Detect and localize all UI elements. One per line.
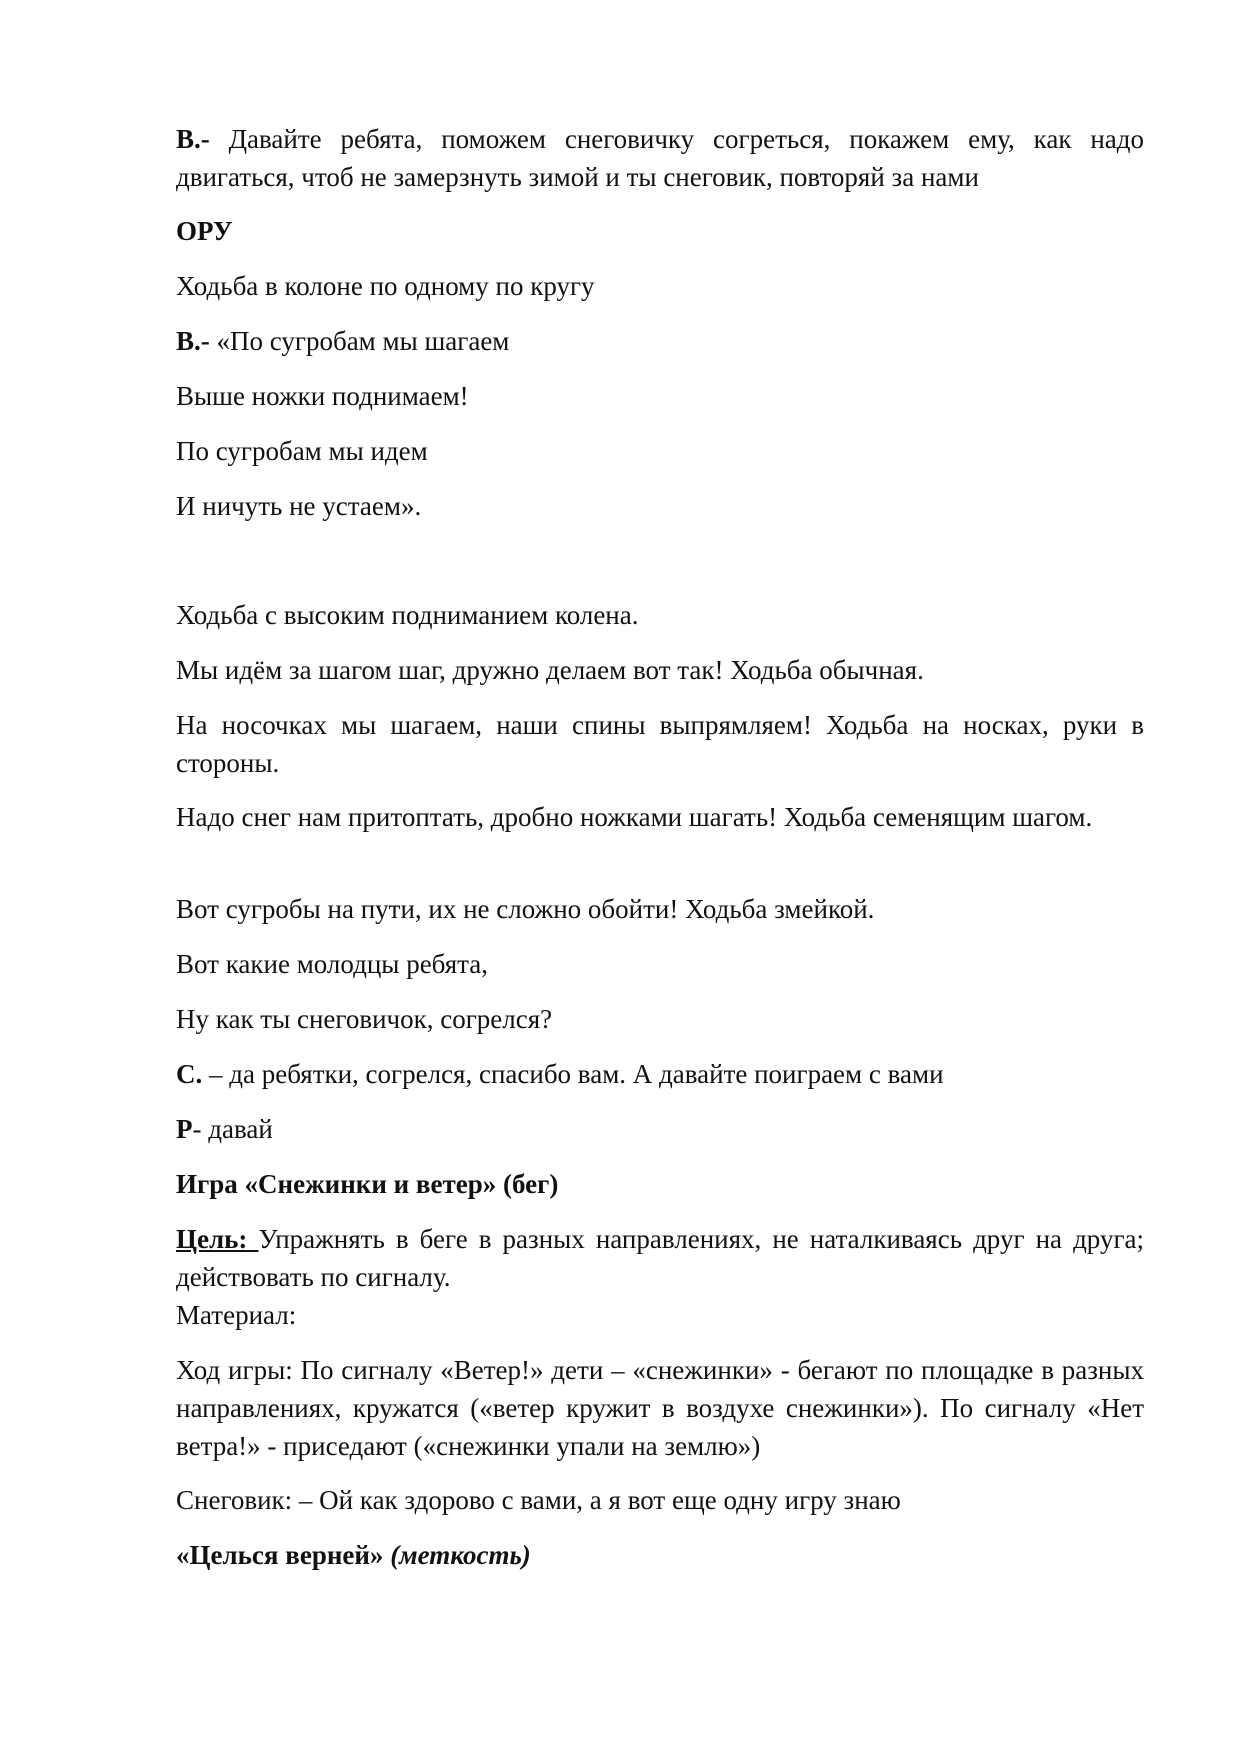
paragraph-goal: Цель: Упражнять в беге в разных направлениях, не наталкиваясь друг на друга; действовать по сигналу.	[176, 1224, 1145, 1292]
paragraph-game-rules: Ход игры: По сигналу «Ветер!» дети – «снежинки» - бегают по площадке в разных направлениях, кружатся («ветер кружит в воздухе снежинки»). По сигналу «Нет ветра!» - приседают («снежинки упали на землю»)	[176, 1355, 1144, 1461]
speaker-label: В.-	[176, 326, 210, 356]
goal-label: Цель:	[176, 1224, 259, 1254]
paragraph-intro: В.- Давайте ребята, поможем снеговичку согреться, покажем ему, как надо двигаться, чтоб не замерзнуть зимой и ты снеговик, повторяй за нами	[176, 124, 1144, 192]
paragraph-walking-circle: Ходьба в колоне по одному по кругу	[176, 271, 595, 301]
section-heading-oru: ОРУ	[176, 216, 233, 246]
paragraph-toe-walk: На носочках мы шагаем, наши спины выпрямляем! Ходьба на носках, руки в стороны.	[176, 710, 1144, 778]
section-heading-aim: «Целься верней» (меткость)	[176, 1540, 531, 1570]
speaker-label: С.	[176, 1059, 203, 1089]
paragraph-high-knees: Ходьба с высоким подниманием колена.	[176, 600, 639, 630]
poem-line-2: Выше ножки поднимаем!	[176, 381, 469, 411]
speaker-label: Р	[176, 1114, 193, 1144]
paragraph-snowman-reply: С. – да ребятки, согрелся, спасибо вам. А давайте поиграем с вами	[176, 1059, 944, 1089]
poem-line-1: В.- «По сугробам мы шагаем	[176, 326, 510, 356]
paragraph-normal-walk: Мы идём за шагом шаг, дружно делаем вот так! Ходьба обычная.	[176, 655, 924, 685]
paragraph-praise: Вот какие молодцы ребята,	[176, 949, 489, 979]
paragraph-question: Ну как ты снеговичок, согрелся?	[176, 1004, 553, 1034]
section-heading-game: Игра «Снежинки и ветер» (бег)	[176, 1169, 559, 1199]
speaker-label: В.-	[176, 124, 210, 154]
paragraph-snake-walk: Вот сугробы на пути, их не сложно обойти! Ходьба змейкой.	[176, 894, 875, 924]
paragraph-snowman-line: Снеговик: – Ой как здорово с вами, а я вот еще одну игру знаю	[176, 1485, 901, 1515]
paragraph-material: Материал:	[176, 1300, 297, 1330]
paragraph-mincing-step: Надо снег нам притоптать, дробно ножками шагать! Ходьба семенящим шагом.	[176, 802, 1093, 832]
paragraph-children-reply: Р- давай	[176, 1114, 273, 1144]
poem-line-3: По сугробам мы идем	[176, 436, 428, 466]
poem-line-4: И ничуть не устаем».	[176, 491, 422, 521]
